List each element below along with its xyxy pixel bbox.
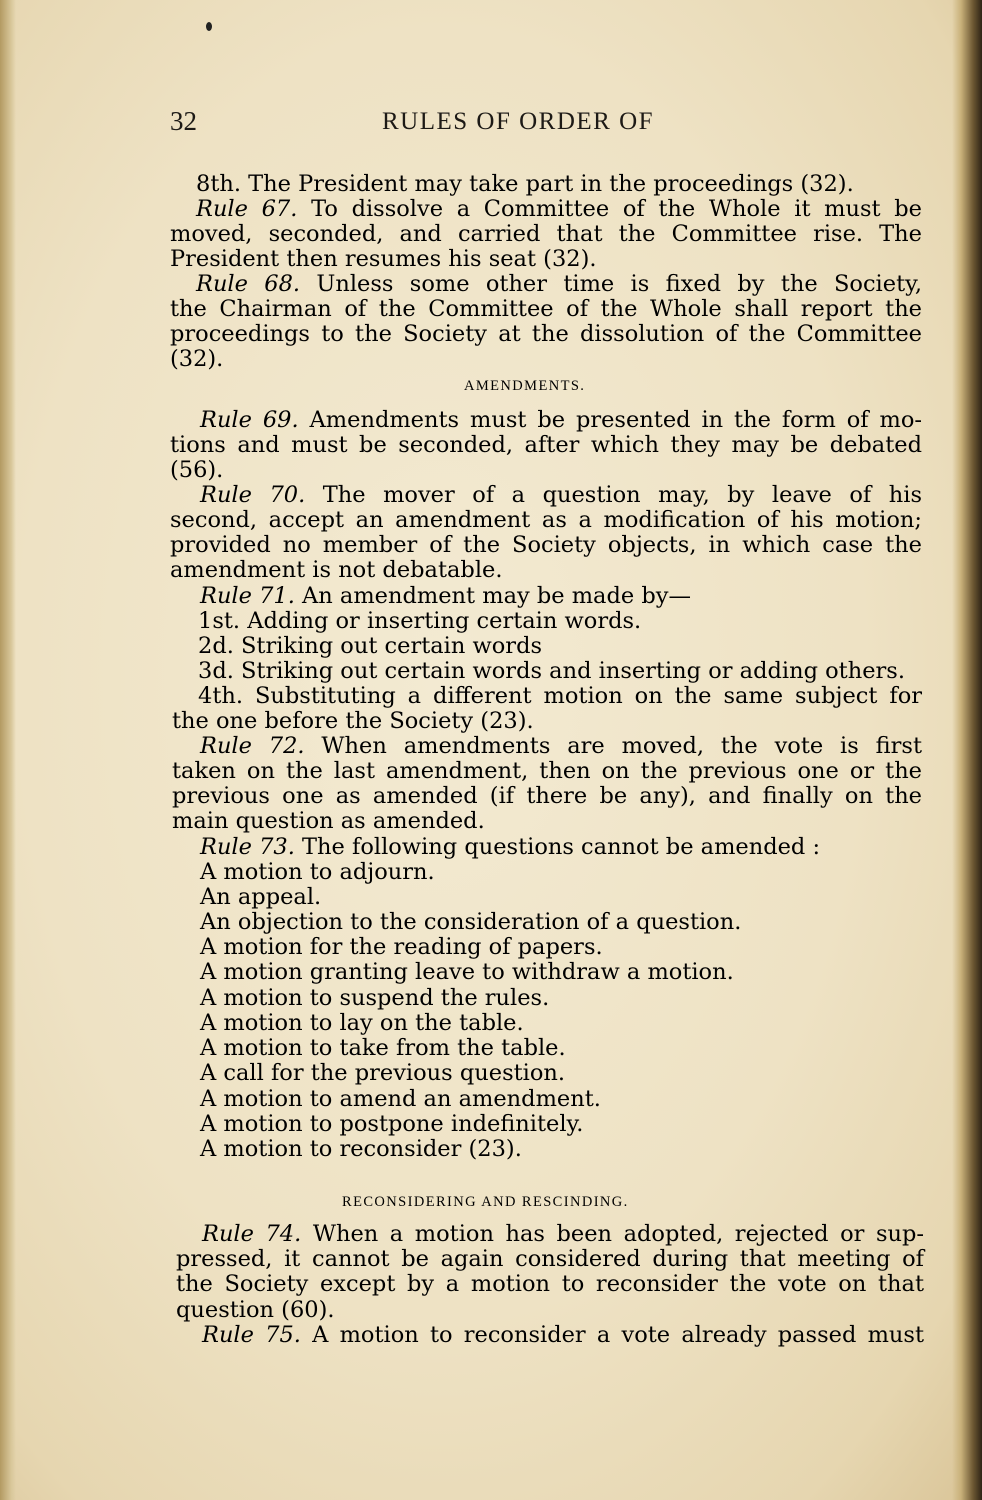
text-line: main question as amended.: [172, 808, 485, 834]
list-item: A motion to amend an amendment.: [200, 1086, 601, 1112]
text-line: pressed, it cannot be again considered during that meeting of: [176, 1246, 924, 1272]
list-item: An appeal.: [200, 884, 322, 910]
list-item: 1st. Adding or inserting certain words.: [198, 608, 642, 634]
list-item: A motion for the reading of papers.: [200, 934, 603, 960]
rule-67-line: Rule 67. To dissolve a Committee of the Whole it must be: [196, 196, 922, 222]
ink-mark: [206, 22, 212, 31]
rule-74-line: Rule 74. When a motion has been adopted, rejected or sup-: [202, 1221, 924, 1247]
text-line: 8th. The President may take part in the proceedings (32).: [196, 171, 854, 197]
list-item: 2d. Striking out certain words: [198, 633, 543, 659]
text-line: President then resumes his seat (32).: [170, 246, 597, 272]
page-gutter-shadow: [0, 0, 16, 1500]
rule-73-line: Rule 73. The following questions cannot be amended :: [200, 834, 821, 860]
section-heading-amendments: AMENDMENTS.: [464, 378, 586, 394]
text-line: proceedings to the Society at the dissolution of the Committee: [170, 321, 922, 347]
text-line: second, accept an amendment as a modification of his motion;: [170, 507, 922, 533]
page-number: 32: [170, 106, 197, 136]
rule-75-line: Rule 75. A motion to reconsider a vote already passed must: [202, 1322, 924, 1348]
list-item: 4th. Substituting a different motion on the same subject for: [198, 683, 922, 709]
text-line: tions and must be seconded, after which they may be debated: [170, 432, 922, 458]
running-head: RULES OF ORDER OF: [382, 108, 655, 135]
list-item: A motion to take from the table.: [200, 1035, 566, 1061]
text-line: previous one as amended (if there be any), and finally on the: [172, 783, 922, 809]
text-line: taken on the last amendment, then on the previous one or the: [172, 758, 922, 784]
list-item: A motion to postpone indefinitely.: [200, 1111, 584, 1137]
list-item: A motion to adjourn.: [200, 859, 435, 885]
list-item: A call for the previous question.: [200, 1060, 566, 1086]
text-line: (56).: [170, 457, 224, 483]
text-line: amendment is not debatable.: [170, 557, 503, 583]
rule-69-line: Rule 69. Amendments must be presented in the form of mo-: [200, 407, 922, 433]
rule-71-line: Rule 71. An amendment may be made by—: [200, 583, 691, 609]
rule-68-line: Rule 68. Unless some other time is fixed by the Society,: [196, 271, 922, 297]
text-line: the Chairman of the Committee of the Whole shall report the: [170, 296, 922, 322]
list-item: A motion to suspend the rules.: [200, 985, 550, 1011]
rule-72-line: Rule 72. When amendments are moved, the vote is first: [200, 733, 922, 759]
rule-70-line: Rule 70. The mover of a question may, by leave of his: [200, 482, 922, 508]
list-item: A motion to reconsider (23).: [200, 1136, 522, 1162]
list-item: A motion granting leave to withdraw a motion.: [200, 959, 734, 985]
text-line: the Society except by a motion to reconsider the vote on that: [176, 1271, 924, 1297]
text-line: the one before the Society (23).: [172, 708, 534, 734]
list-item: An objection to the consideration of a question.: [200, 909, 742, 935]
text-line: moved, seconded, and carried that the Committee rise. The: [170, 221, 922, 247]
text-line: provided no member of the Society objects, in which case the: [170, 532, 922, 558]
section-heading-reconsidering: RECONSIDERING AND RESCINDING.: [342, 1194, 629, 1210]
text-line: (32).: [170, 346, 224, 372]
list-item: 3d. Striking out certain words and inserting or adding others.: [198, 658, 905, 684]
list-item: A motion to lay on the table.: [200, 1010, 524, 1036]
text-line: question (60).: [176, 1297, 335, 1323]
page-edge-shadow: [952, 0, 982, 1500]
